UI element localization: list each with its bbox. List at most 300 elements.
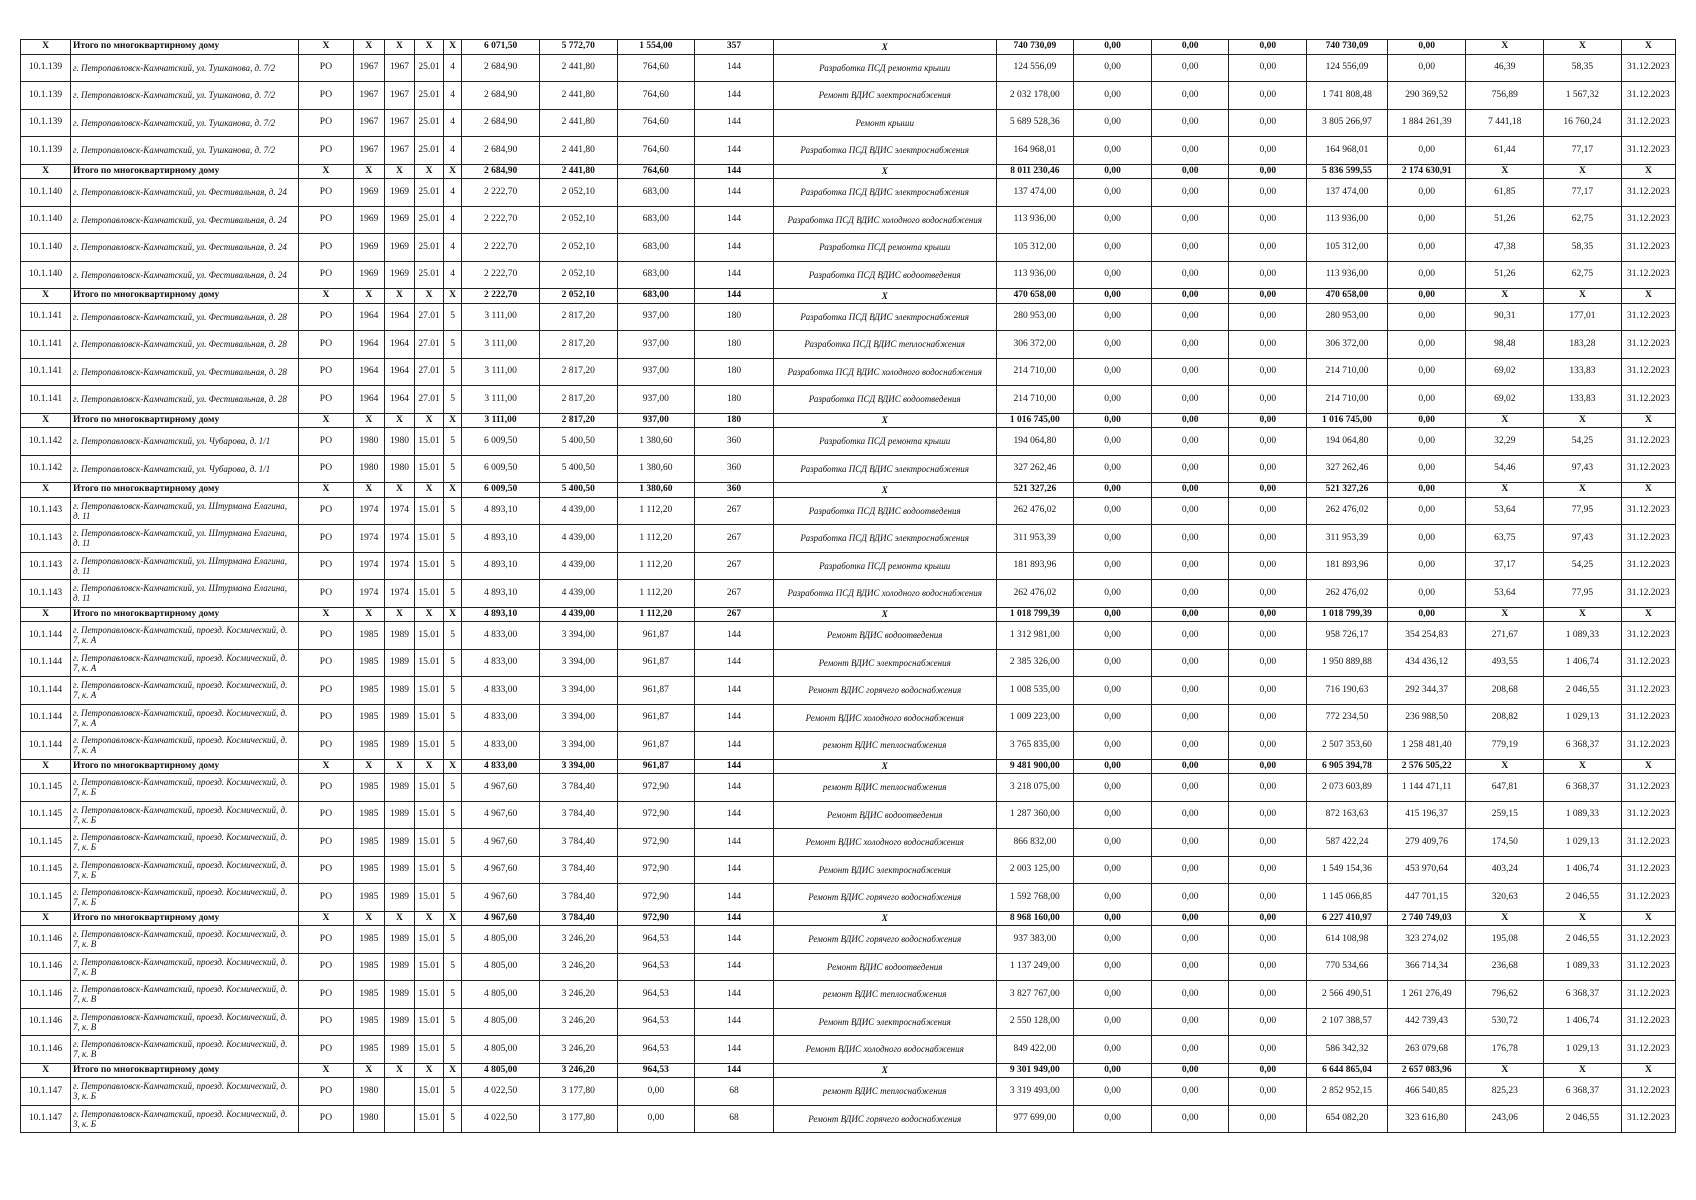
work-type-cell: Разработка ПСД ВДИС электроснабжения: [773, 455, 996, 483]
address-cell: г. Петропавловск-Камчатский, проезд. Космический, д. 7, к. В: [71, 953, 299, 981]
other-funds-cell: 2 740 749,03: [1387, 911, 1466, 926]
federal-funds-cell: 0,00: [1074, 580, 1152, 608]
commission-year-cell: 1989: [384, 677, 415, 705]
max-unit-cost-cell: X: [1544, 289, 1622, 304]
wall-material-cell: X: [415, 413, 444, 428]
owner-cell: РО: [298, 704, 353, 732]
regional-funds-cell: 0,00: [1151, 109, 1229, 137]
nonliving-area-cell: 1 112,20: [617, 607, 695, 622]
regional-funds-cell: 0,00: [1151, 732, 1229, 760]
living-area-cell: 5 400,50: [539, 483, 617, 498]
floors-cell: X: [443, 483, 461, 498]
other-funds-cell: 0,00: [1387, 358, 1466, 386]
regional-funds-cell: 0,00: [1151, 54, 1229, 82]
federal-funds-cell: 0,00: [1074, 483, 1152, 498]
regional-funds-cell: 0,00: [1151, 413, 1229, 428]
residents-cell: 144: [695, 261, 774, 289]
total-area-cell: 3 111,00: [462, 358, 540, 386]
work-type-cell: Разработка ПСД ВДИС холодного водоснабжения: [773, 206, 996, 234]
completion-date-cell: 31.12.2023: [1621, 303, 1675, 331]
total-cost-cell: 3 319 493,00: [996, 1078, 1074, 1106]
owner-cell: РО: [298, 829, 353, 857]
owner-cell: X: [298, 1063, 353, 1078]
floors-cell: 5: [443, 622, 461, 650]
federal-funds-cell: 0,00: [1074, 54, 1152, 82]
residents-cell: 144: [695, 137, 774, 165]
living-area-cell: 2 817,20: [539, 386, 617, 414]
residents-cell: 360: [695, 483, 774, 498]
total-area-cell: 4 022,50: [462, 1105, 540, 1133]
other-funds-cell: 415 196,37: [1387, 801, 1466, 829]
other-funds-cell: 0,00: [1387, 234, 1466, 262]
floors-cell: 5: [443, 981, 461, 1009]
build-year-cell: 1985: [354, 774, 385, 802]
total-cost-cell: 2 032 178,00: [996, 82, 1074, 110]
nonliving-area-cell: 964,53: [617, 1008, 695, 1036]
wall-material-cell: 15.01: [415, 525, 444, 553]
max-unit-cost-cell: 1 029,13: [1544, 704, 1622, 732]
local-funds-cell: 0,00: [1229, 109, 1307, 137]
build-year-cell: 1985: [354, 1008, 385, 1036]
table-row: [21, 179, 1676, 207]
owner-funds-cell: 137 474,00: [1307, 179, 1388, 207]
wall-material-cell: X: [415, 607, 444, 622]
living-area-cell: 3 784,40: [539, 911, 617, 926]
total-cost-cell: 164 968,01: [996, 137, 1074, 165]
wall-material-cell: 15.01: [415, 552, 444, 580]
row-id-cell: 10.1.145: [21, 774, 71, 802]
living-area-cell: 3 394,00: [539, 677, 617, 705]
address-cell: г. Петропавловск-Камчатский, проезд. Космический, д. 7, к. А: [71, 732, 299, 760]
completion-date-cell: 31.12.2023: [1621, 622, 1675, 650]
completion-date-cell: 31.12.2023: [1621, 455, 1675, 483]
commission-year-cell: 1974: [384, 497, 415, 525]
other-funds-cell: 0,00: [1387, 552, 1466, 580]
total-cost-cell: 2 003 125,00: [996, 856, 1074, 884]
commission-year-cell: 1989: [384, 1008, 415, 1036]
local-funds-cell: 0,00: [1229, 137, 1307, 165]
floors-cell: 5: [443, 552, 461, 580]
address-cell: г. Петропавловск-Камчатский, ул. Штурмана Елагина, д. 11: [71, 497, 299, 525]
residents-cell: 180: [695, 413, 774, 428]
local-funds-cell: 0,00: [1229, 455, 1307, 483]
unit-cost-cell: 69,02: [1466, 358, 1544, 386]
floors-cell: 5: [443, 649, 461, 677]
max-unit-cost-cell: 177,01: [1544, 303, 1622, 331]
nonliving-area-cell: 972,90: [617, 829, 695, 857]
total-cost-cell: 9 301 949,00: [996, 1063, 1074, 1078]
table-row: [21, 109, 1676, 137]
owner-funds-cell: 1 549 154,36: [1307, 856, 1388, 884]
work-type-cell: X: [773, 164, 996, 179]
owner-cell: РО: [298, 953, 353, 981]
work-type-cell: Ремонт ВДИС горячего водоснабжения: [773, 1105, 996, 1133]
nonliving-area-cell: 972,90: [617, 884, 695, 912]
living-area-cell: 2 052,10: [539, 206, 617, 234]
floors-cell: 4: [443, 137, 461, 165]
unit-cost-cell: X: [1466, 40, 1544, 55]
completion-date-cell: X: [1621, 759, 1675, 774]
row-id-cell: 10.1.142: [21, 455, 71, 483]
wall-material-cell: 15.01: [415, 428, 444, 456]
address-cell: г. Петропавловск-Камчатский, проезд. Космический, д. 7, к. Б: [71, 801, 299, 829]
work-type-cell: Ремонт ВДИС водоотведения: [773, 953, 996, 981]
max-unit-cost-cell: 54,25: [1544, 428, 1622, 456]
table-row: [21, 1008, 1676, 1036]
total-cost-cell: 3 765 835,00: [996, 732, 1074, 760]
table-row: [21, 552, 1676, 580]
wall-material-cell: 15.01: [415, 704, 444, 732]
floors-cell: 5: [443, 331, 461, 359]
row-id-cell: X: [21, 759, 71, 774]
row-id-cell: 10.1.140: [21, 179, 71, 207]
address-cell: Итого по многоквартирному дому: [71, 413, 299, 428]
owner-funds-cell: 1 016 745,00: [1307, 413, 1388, 428]
unit-cost-cell: 271,67: [1466, 622, 1544, 650]
work-type-cell: X: [773, 911, 996, 926]
unit-cost-cell: 53,64: [1466, 580, 1544, 608]
commission-year-cell: 1989: [384, 649, 415, 677]
total-cost-cell: 740 730,09: [996, 40, 1074, 55]
nonliving-area-cell: 972,90: [617, 856, 695, 884]
table-row: [21, 580, 1676, 608]
address-cell: Итого по многоквартирному дому: [71, 759, 299, 774]
wall-material-cell: 15.01: [415, 926, 444, 954]
regional-funds-cell: 0,00: [1151, 759, 1229, 774]
living-area-cell: 2 441,80: [539, 137, 617, 165]
total-area-cell: 3 111,00: [462, 413, 540, 428]
nonliving-area-cell: 961,87: [617, 622, 695, 650]
total-area-cell: 6 009,50: [462, 428, 540, 456]
table-row: [21, 234, 1676, 262]
total-cost-cell: 5 689 528,36: [996, 109, 1074, 137]
floors-cell: 4: [443, 179, 461, 207]
federal-funds-cell: 0,00: [1074, 801, 1152, 829]
total-area-cell: 4 893,10: [462, 607, 540, 622]
commission-year-cell: X: [384, 1063, 415, 1078]
max-unit-cost-cell: 97,43: [1544, 525, 1622, 553]
other-funds-cell: 0,00: [1387, 206, 1466, 234]
capital-repair-register-sheet: [20, 39, 1676, 1133]
owner-funds-cell: 586 342,32: [1307, 1036, 1388, 1064]
floors-cell: 5: [443, 303, 461, 331]
table-row: [21, 884, 1676, 912]
wall-material-cell: 25.01: [415, 82, 444, 110]
total-area-cell: 4 893,10: [462, 497, 540, 525]
max-unit-cost-cell: 1 406,74: [1544, 1008, 1622, 1036]
regional-funds-cell: 0,00: [1151, 649, 1229, 677]
owner-cell: РО: [298, 261, 353, 289]
nonliving-area-cell: 964,53: [617, 926, 695, 954]
total-area-cell: 2 222,70: [462, 234, 540, 262]
regional-funds-cell: 0,00: [1151, 497, 1229, 525]
other-funds-cell: 0,00: [1387, 289, 1466, 304]
max-unit-cost-cell: 54,25: [1544, 552, 1622, 580]
max-unit-cost-cell: 77,95: [1544, 497, 1622, 525]
total-cost-cell: 849 422,00: [996, 1036, 1074, 1064]
living-area-cell: 3 246,20: [539, 1008, 617, 1036]
local-funds-cell: 0,00: [1229, 774, 1307, 802]
total-area-cell: 4 805,00: [462, 1063, 540, 1078]
owner-cell: РО: [298, 428, 353, 456]
floors-cell: X: [443, 1063, 461, 1078]
nonliving-area-cell: 1 380,60: [617, 483, 695, 498]
address-cell: Итого по многоквартирному дому: [71, 289, 299, 304]
living-area-cell: 5 400,50: [539, 428, 617, 456]
floors-cell: X: [443, 164, 461, 179]
local-funds-cell: 0,00: [1229, 413, 1307, 428]
row-id-cell: 10.1.145: [21, 856, 71, 884]
local-funds-cell: 0,00: [1229, 704, 1307, 732]
regional-funds-cell: 0,00: [1151, 981, 1229, 1009]
regional-funds-cell: 0,00: [1151, 801, 1229, 829]
address-cell: г. Петропавловск-Камчатский, проезд. Космический, д. 7, к. В: [71, 1008, 299, 1036]
federal-funds-cell: 0,00: [1074, 704, 1152, 732]
row-id-cell: 10.1.145: [21, 829, 71, 857]
owner-funds-cell: 181 893,96: [1307, 552, 1388, 580]
address-cell: г. Петропавловск-Камчатский, проезд. Космический, д. 3, к. Б: [71, 1078, 299, 1106]
unit-cost-cell: X: [1466, 1063, 1544, 1078]
wall-material-cell: X: [415, 164, 444, 179]
work-type-cell: Разработка ПСД ВДИС электроснабжения: [773, 179, 996, 207]
build-year-cell: 1985: [354, 677, 385, 705]
address-cell: г. Петропавловск-Камчатский, проезд. Космический, д. 7, к. А: [71, 677, 299, 705]
address-cell: г. Петропавловск-Камчатский, ул. Чубарова, д. 1/1: [71, 428, 299, 456]
local-funds-cell: 0,00: [1229, 497, 1307, 525]
wall-material-cell: 15.01: [415, 732, 444, 760]
owner-funds-cell: 2 073 603,89: [1307, 774, 1388, 802]
living-area-cell: 5 772,70: [539, 40, 617, 55]
residents-cell: 180: [695, 331, 774, 359]
table-row: [21, 829, 1676, 857]
federal-funds-cell: 0,00: [1074, 1078, 1152, 1106]
commission-year-cell: 1980: [384, 455, 415, 483]
regional-funds-cell: 0,00: [1151, 552, 1229, 580]
living-area-cell: 2 817,20: [539, 413, 617, 428]
residents-cell: 144: [695, 206, 774, 234]
owner-cell: РО: [298, 82, 353, 110]
residents-cell: 144: [695, 856, 774, 884]
table-row: [21, 774, 1676, 802]
regional-funds-cell: 0,00: [1151, 953, 1229, 981]
completion-date-cell: 31.12.2023: [1621, 926, 1675, 954]
work-type-cell: X: [773, 1063, 996, 1078]
address-cell: г. Петропавловск-Камчатский, ул. Фестивальная, д. 24: [71, 234, 299, 262]
wall-material-cell: 27.01: [415, 331, 444, 359]
total-cost-cell: 105 312,00: [996, 234, 1074, 262]
other-funds-cell: 0,00: [1387, 413, 1466, 428]
total-cost-cell: 8 968 160,00: [996, 911, 1074, 926]
other-funds-cell: 323 274,02: [1387, 926, 1466, 954]
completion-date-cell: 31.12.2023: [1621, 580, 1675, 608]
nonliving-area-cell: 683,00: [617, 261, 695, 289]
unit-cost-cell: 647,81: [1466, 774, 1544, 802]
federal-funds-cell: 0,00: [1074, 622, 1152, 650]
living-area-cell: 3 394,00: [539, 759, 617, 774]
completion-date-cell: 31.12.2023: [1621, 428, 1675, 456]
commission-year-cell: 1967: [384, 137, 415, 165]
completion-date-cell: 31.12.2023: [1621, 732, 1675, 760]
row-id-cell: 10.1.144: [21, 649, 71, 677]
owner-funds-cell: 113 936,00: [1307, 261, 1388, 289]
max-unit-cost-cell: 58,35: [1544, 54, 1622, 82]
completion-date-cell: 31.12.2023: [1621, 981, 1675, 1009]
total-area-cell: 4 022,50: [462, 1078, 540, 1106]
completion-date-cell: 31.12.2023: [1621, 386, 1675, 414]
completion-date-cell: 31.12.2023: [1621, 261, 1675, 289]
owner-funds-cell: 521 327,26: [1307, 483, 1388, 498]
local-funds-cell: 0,00: [1229, 1036, 1307, 1064]
work-type-cell: ремонт ВДИС теплоснабжения: [773, 732, 996, 760]
other-funds-cell: 0,00: [1387, 137, 1466, 165]
residents-cell: 144: [695, 1008, 774, 1036]
completion-date-cell: 31.12.2023: [1621, 109, 1675, 137]
nonliving-area-cell: 764,60: [617, 82, 695, 110]
address-cell: г. Петропавловск-Камчатский, ул. Фестивальная, д. 24: [71, 206, 299, 234]
total-cost-cell: 521 327,26: [996, 483, 1074, 498]
wall-material-cell: 15.01: [415, 1078, 444, 1106]
owner-funds-cell: 262 476,02: [1307, 497, 1388, 525]
owner-cell: РО: [298, 497, 353, 525]
floors-cell: X: [443, 911, 461, 926]
build-year-cell: 1980: [354, 455, 385, 483]
floors-cell: 5: [443, 829, 461, 857]
regional-funds-cell: 0,00: [1151, 1036, 1229, 1064]
living-area-cell: 3 177,80: [539, 1105, 617, 1133]
federal-funds-cell: 0,00: [1074, 109, 1152, 137]
row-id-cell: 10.1.140: [21, 261, 71, 289]
table-row: [21, 82, 1676, 110]
regional-funds-cell: 0,00: [1151, 358, 1229, 386]
row-id-cell: 10.1.146: [21, 953, 71, 981]
build-year-cell: 1985: [354, 884, 385, 912]
unit-cost-cell: X: [1466, 483, 1544, 498]
living-area-cell: 3 784,40: [539, 884, 617, 912]
completion-date-cell: 31.12.2023: [1621, 829, 1675, 857]
build-year-cell: 1974: [354, 497, 385, 525]
residents-cell: 68: [695, 1078, 774, 1106]
wall-material-cell: X: [415, 911, 444, 926]
regional-funds-cell: 0,00: [1151, 289, 1229, 304]
table-row: [21, 497, 1676, 525]
build-year-cell: 1964: [354, 303, 385, 331]
floors-cell: 5: [443, 580, 461, 608]
work-type-cell: Ремонт ВДИС водоотведения: [773, 622, 996, 650]
row-id-cell: 10.1.141: [21, 358, 71, 386]
completion-date-cell: 31.12.2023: [1621, 856, 1675, 884]
wall-material-cell: 15.01: [415, 497, 444, 525]
table-row: [21, 455, 1676, 483]
work-type-cell: Разработка ПСД ВДИС электроснабжения: [773, 525, 996, 553]
federal-funds-cell: 0,00: [1074, 303, 1152, 331]
unit-cost-cell: 63,75: [1466, 525, 1544, 553]
work-type-cell: Ремонт ВДИС холодного водоснабжения: [773, 829, 996, 857]
unit-cost-cell: 174,50: [1466, 829, 1544, 857]
work-type-cell: Разработка ПСД ВДИС водоотведения: [773, 261, 996, 289]
build-year-cell: 1985: [354, 732, 385, 760]
living-area-cell: 3 246,20: [539, 1036, 617, 1064]
floors-cell: 5: [443, 1105, 461, 1133]
commission-year-cell: 1989: [384, 926, 415, 954]
residents-cell: 144: [695, 981, 774, 1009]
owner-cell: X: [298, 759, 353, 774]
total-cost-cell: 1 592 768,00: [996, 884, 1074, 912]
floors-cell: 4: [443, 261, 461, 289]
nonliving-area-cell: 961,87: [617, 732, 695, 760]
residents-cell: 144: [695, 774, 774, 802]
address-cell: г. Петропавловск-Камчатский, ул. Тушканова, д. 7/2: [71, 82, 299, 110]
total-cost-cell: 214 710,00: [996, 358, 1074, 386]
row-id-cell: X: [21, 1063, 71, 1078]
owner-funds-cell: 2 507 353,60: [1307, 732, 1388, 760]
unit-cost-cell: 530,72: [1466, 1008, 1544, 1036]
unit-cost-cell: X: [1466, 759, 1544, 774]
federal-funds-cell: 0,00: [1074, 164, 1152, 179]
unit-cost-cell: X: [1466, 413, 1544, 428]
total-area-cell: 4 805,00: [462, 1036, 540, 1064]
max-unit-cost-cell: X: [1544, 164, 1622, 179]
federal-funds-cell: 0,00: [1074, 525, 1152, 553]
regional-funds-cell: 0,00: [1151, 856, 1229, 884]
local-funds-cell: 0,00: [1229, 428, 1307, 456]
address-cell: г. Петропавловск-Камчатский, ул. Фестивальная, д. 28: [71, 358, 299, 386]
residents-cell: 144: [695, 801, 774, 829]
local-funds-cell: 0,00: [1229, 54, 1307, 82]
work-type-cell: X: [773, 40, 996, 55]
build-year-cell: 1964: [354, 386, 385, 414]
total-cost-cell: 1 016 745,00: [996, 413, 1074, 428]
other-funds-cell: 0,00: [1387, 607, 1466, 622]
max-unit-cost-cell: 6 368,37: [1544, 774, 1622, 802]
wall-material-cell: 15.01: [415, 455, 444, 483]
total-cost-cell: 181 893,96: [996, 552, 1074, 580]
living-area-cell: 2 441,80: [539, 82, 617, 110]
table-total-row: [21, 40, 1676, 55]
row-id-cell: 10.1.147: [21, 1105, 71, 1133]
max-unit-cost-cell: 1 406,74: [1544, 856, 1622, 884]
completion-date-cell: X: [1621, 911, 1675, 926]
address-cell: г. Петропавловск-Камчатский, ул. Фестивальная, д. 24: [71, 261, 299, 289]
total-cost-cell: 977 699,00: [996, 1105, 1074, 1133]
unit-cost-cell: 47,38: [1466, 234, 1544, 262]
floors-cell: 5: [443, 428, 461, 456]
other-funds-cell: 366 714,34: [1387, 953, 1466, 981]
owner-cell: РО: [298, 732, 353, 760]
max-unit-cost-cell: 16 760,24: [1544, 109, 1622, 137]
completion-date-cell: 31.12.2023: [1621, 953, 1675, 981]
owner-cell: РО: [298, 137, 353, 165]
local-funds-cell: 0,00: [1229, 1078, 1307, 1106]
nonliving-area-cell: 937,00: [617, 358, 695, 386]
nonliving-area-cell: 1 112,20: [617, 580, 695, 608]
address-cell: Итого по многоквартирному дому: [71, 911, 299, 926]
address-cell: г. Петропавловск-Камчатский, проезд. Космический, д. 7, к. Б: [71, 829, 299, 857]
federal-funds-cell: 0,00: [1074, 911, 1152, 926]
owner-cell: РО: [298, 677, 353, 705]
regional-funds-cell: 0,00: [1151, 884, 1229, 912]
federal-funds-cell: 0,00: [1074, 1063, 1152, 1078]
other-funds-cell: 447 701,15: [1387, 884, 1466, 912]
wall-material-cell: 15.01: [415, 622, 444, 650]
commission-year-cell: 1989: [384, 622, 415, 650]
max-unit-cost-cell: 58,35: [1544, 234, 1622, 262]
total-area-cell: 2 684,90: [462, 137, 540, 165]
total-area-cell: 6 009,50: [462, 483, 540, 498]
floors-cell: 5: [443, 358, 461, 386]
owner-funds-cell: 327 262,46: [1307, 455, 1388, 483]
table-total-row: [21, 911, 1676, 926]
nonliving-area-cell: 964,53: [617, 981, 695, 1009]
